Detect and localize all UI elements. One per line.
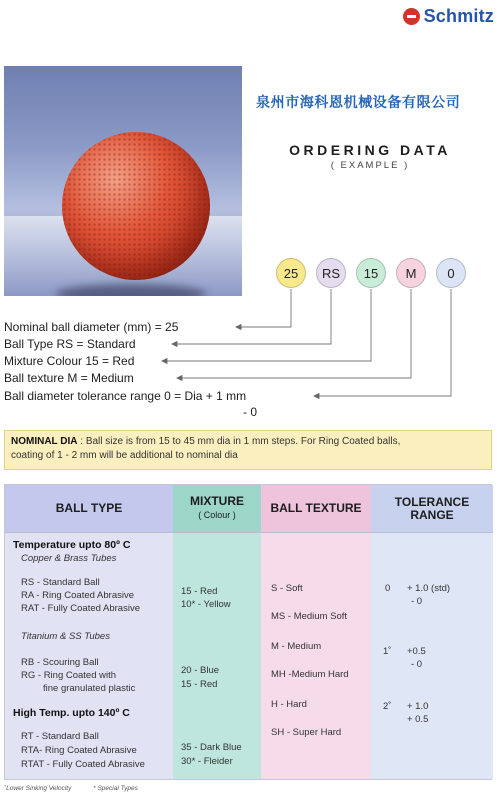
- nominal-dia-note: [4, 430, 492, 470]
- texture-m: M - Medium: [271, 641, 322, 652]
- column-ball-type: [5, 485, 173, 779]
- company-name: 泉州市海科恩机械设备有限公司: [256, 94, 461, 110]
- type-rg-detail: fine granulated plastic: [43, 683, 136, 694]
- ordering-line-tolerance-minus: - 0: [243, 405, 258, 419]
- ordering-line-mixture: Mixture Colour 15 = Red: [4, 354, 135, 368]
- type-rtat: RTAT - Fully Coated Abrasive: [21, 759, 145, 770]
- group-titanium-ss: Titanium & SS Tubes: [21, 631, 110, 642]
- leader-line-type: [172, 289, 331, 344]
- texture-s: S - Soft: [271, 583, 303, 594]
- header-mixture-sub: ( Colour ): [198, 510, 236, 520]
- mixture-15-red: 15 - Red: [181, 586, 218, 597]
- mixture-10-yellow: 10* - Yellow: [181, 599, 231, 610]
- code-bubble-diameter: 25: [276, 258, 306, 288]
- tolerance-2-plus: + 1.0: [407, 701, 429, 712]
- code-bubbles: [0, 258, 500, 292]
- code-bubble-type: RS: [316, 258, 346, 288]
- mixture-35-dark-blue: 35 - Dark Blue: [181, 742, 242, 753]
- group-copper-brass: Copper & Brass Tubes: [21, 553, 117, 564]
- ordering-line-diameter: Nominal ball diameter (mm) = 25: [4, 320, 179, 334]
- ordering-line-type: Ball Type RS = Standard: [4, 337, 136, 351]
- type-rt: RT - Standard Ball: [21, 731, 99, 742]
- texture-mh: MH -Medium Hard: [271, 669, 349, 680]
- column-mixture: [173, 485, 261, 779]
- nominal-dia-text: : Ball size is from 15 to 45 mm dia in 1 mm steps. For Ring Coated balls,: [80, 436, 401, 447]
- type-rta: RTA- Ring Coated Abrasive: [21, 745, 137, 756]
- tolerance-0-minus: - 0: [411, 596, 423, 607]
- brand-name: Schmitz: [423, 6, 494, 26]
- tolerance-code-0: 0: [385, 583, 391, 594]
- type-rat: RAT - Fully Coated Abrasive: [21, 603, 140, 614]
- header-tolerance-range: RANGE: [410, 507, 454, 522]
- tolerance-1-plus: +0.5: [407, 646, 426, 657]
- nominal-dia-text-2: coating of 1 - 2 mm will be additional to nominal dia: [11, 450, 238, 461]
- mixture-30-fleider: 30* - Fleider: [181, 756, 233, 767]
- tolerance-code-2: 2˚: [383, 701, 392, 712]
- brand-logo: [403, 6, 494, 27]
- header-ball-type: BALL TYPE: [5, 485, 173, 533]
- ordering-line-texture: Ball texture M = Medium: [4, 371, 134, 385]
- tolerance-2-plus-low: + 0.5: [407, 714, 429, 725]
- ordering-line-tolerance: Ball diameter tolerance range 0 = Dia + 1 mm: [4, 389, 247, 403]
- column-tolerance: [371, 485, 493, 779]
- texture-h: H - Hard: [271, 699, 307, 710]
- leader-line-texture: [177, 289, 411, 378]
- temp-range-80: Temperature upto 80º C: [13, 539, 131, 551]
- column-ball-texture: [261, 485, 371, 779]
- footnote-lower-sinking: ˚Lower Sinking Velocity: [4, 785, 72, 792]
- header-mixture: MIXTURE ( Colour ): [173, 485, 261, 533]
- mixture-15-red-2: 15 - Red: [181, 679, 218, 690]
- ordering-data-title: ORDERING DATA: [289, 142, 451, 158]
- ordering-data-subtitle: ( EXAMPLE ): [330, 160, 410, 171]
- tolerance-1-minus: - 0: [411, 659, 423, 670]
- specification-table: [4, 484, 492, 780]
- type-rs: RS - Standard Ball: [21, 577, 100, 588]
- leader-line-diameter: [236, 289, 291, 327]
- type-rb: RB - Scouring Ball: [21, 657, 99, 668]
- leader-line-tolerance: [314, 289, 451, 396]
- footnote-special-types: * Special Types: [93, 785, 138, 792]
- type-rg: RG - Ring Coated with: [21, 670, 117, 681]
- code-bubble-mixture: 15: [356, 258, 386, 288]
- temp-range-140: High Temp. upto 140º C: [13, 707, 130, 719]
- texture-ms: MS - Medium Soft: [271, 611, 348, 622]
- texture-sh: SH - Super Hard: [271, 727, 342, 738]
- code-bubble-texture: M: [396, 258, 426, 288]
- code-bubble-tolerance: 0: [436, 258, 466, 288]
- type-ra: RA - Ring Coated Abrasive: [21, 590, 135, 601]
- header-ball-texture: BALL TEXTURE: [261, 485, 371, 533]
- nominal-dia-label: NOMINAL DIA: [11, 436, 78, 447]
- header-tolerance: TOLERANCE RANGE: [371, 485, 493, 533]
- schmitz-logo-icon: [403, 8, 420, 25]
- mixture-20-blue: 20 - Blue: [181, 665, 220, 676]
- tolerance-0-plus: + 1.0 (std): [407, 583, 451, 594]
- tolerance-code-1: 1˚: [383, 646, 392, 657]
- footnotes: [4, 785, 492, 792]
- leader-line-mixture: [162, 289, 371, 361]
